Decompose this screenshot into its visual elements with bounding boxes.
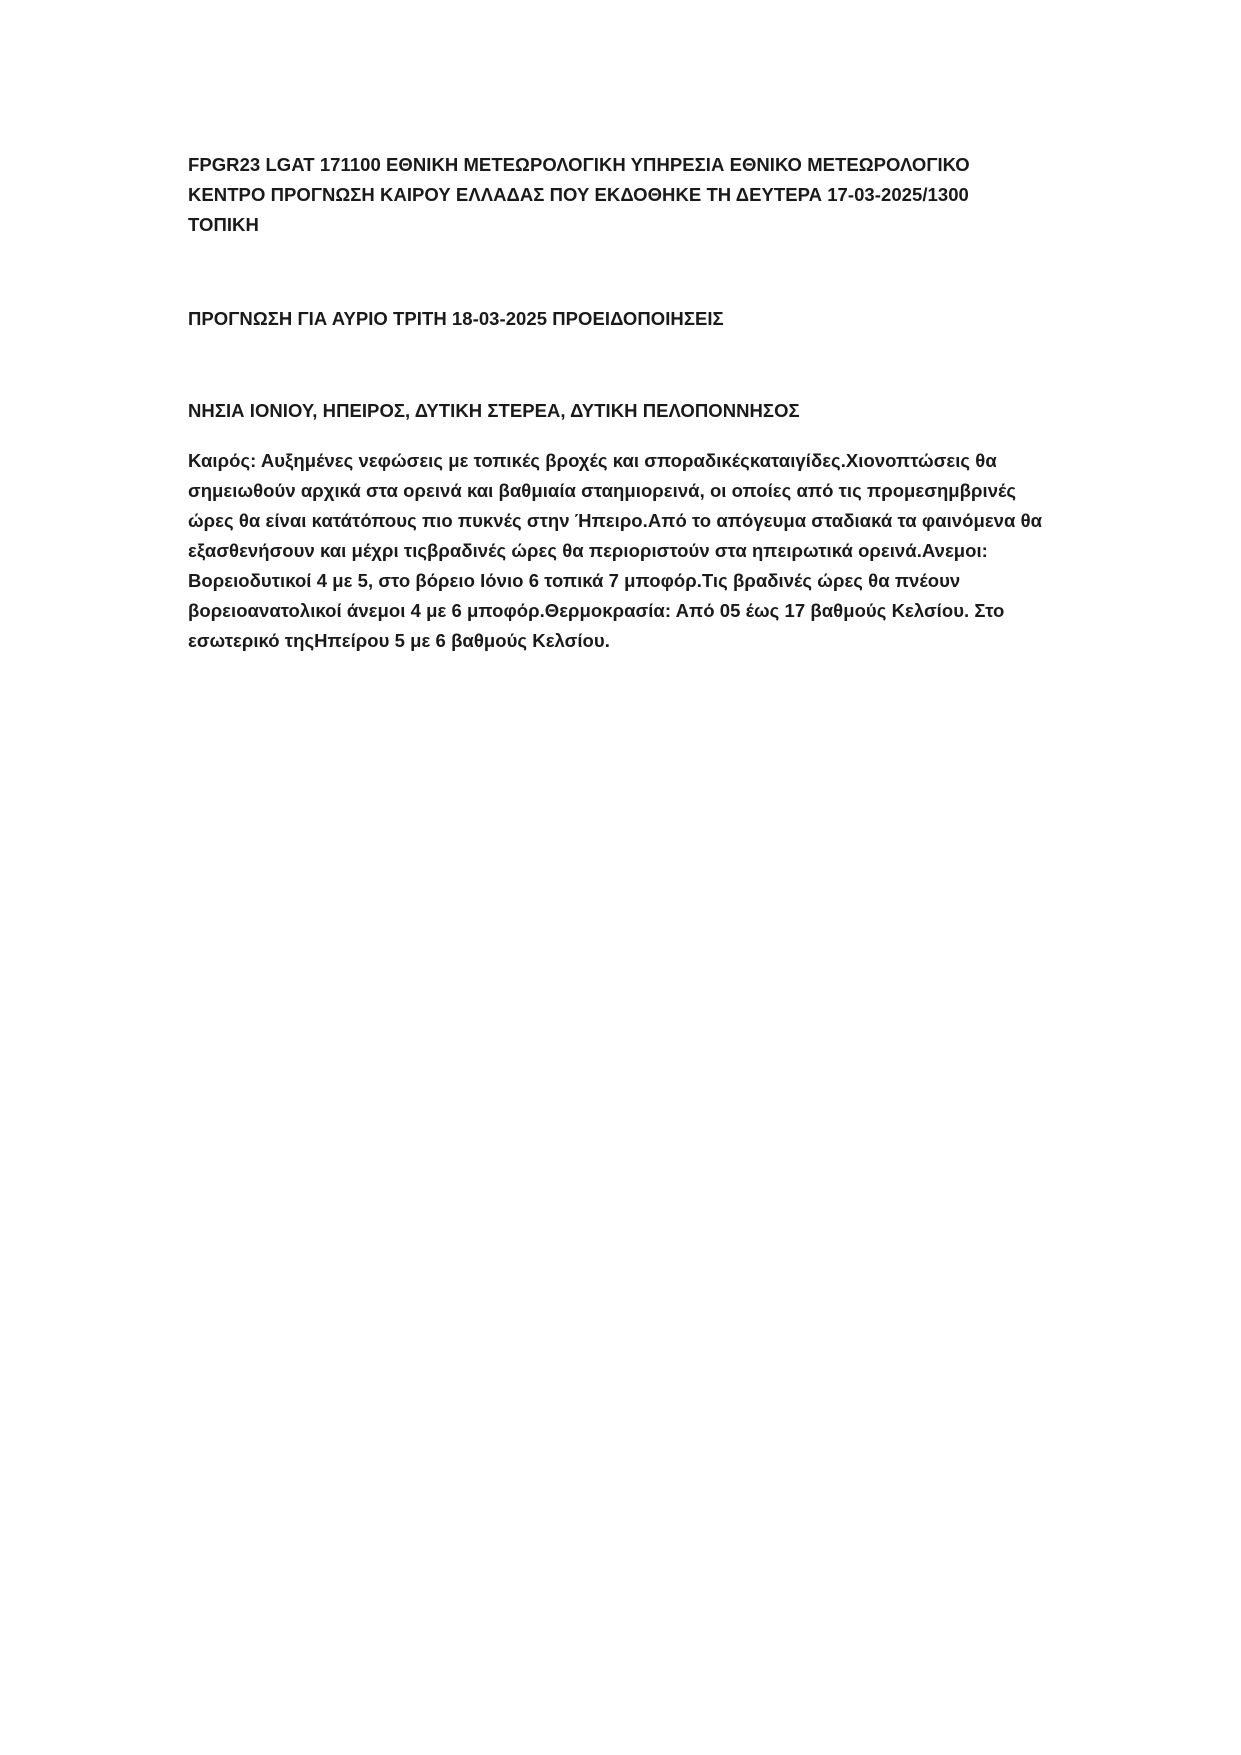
region-heading: ΝΗΣΙΑ ΙΟΝΙΟΥ, ΗΠΕΙΡΟΣ, ΔΥΤΙΚΗ ΣΤΕΡΕΑ, ΔΥΤΙΚΗ ΠΕΛΟΠΟΝΝΗΣΟΣ xyxy=(188,400,800,421)
bulletin-header: FPGR23 LGAT 171100 ΕΘΝΙΚΗ ΜΕΤΕΩΡΟΛΟΓΙΚΗ ΥΠΗΡΕΣΙΑ ΕΘΝΙΚΟ ΜΕΤΕΩΡΟΛΟΓΙΚΟ ΚΕΝΤΡΟ ΠΡΟΓΝΩΣΗ ΚΑΙΡΟΥ ΕΛΛΑΔΑΣ ΠΟΥ ΕΚΔΟΘΗΚΕ ΤΗ ΔΕΥΤΕΡΑ 17-03-2025/1300 ΤΟΠΙΚΗ xyxy=(188,154,970,235)
forecast-document xyxy=(188,150,1058,651)
forecast-title: ΠΡΟΓΝΩΣΗ ΓΙΑ ΑΥΡΙΟ ΤΡΙΤΗ 18-03-2025 ΠΡΟΕΙΔΟΠΟΙΗΣΕΙΣ xyxy=(188,308,724,329)
weather-description: Καιρός: Αυξημένες νεφώσεις με τοπικές βροχές και σποραδικέςκαταιγίδες.Χιονοπτώσεις θα σημειωθούν αρχικά στα ορεινά και βαθμιαία σταημιορεινά, οι οποίες από τις προμεσημβρινές ώρες θα είναι κατάτόπους πιο πυκνές στην Ήπειρο.Από το απόγευμα σταδιακά τα φαινόμενα θα εξασθενήσουν και μέχρι τιςβραδινές ώρες θα περιοριστούν στα ηπειρωτικά ορεινά.Ανεμοι: Βορειοδυτικοί 4 με 5, στο βόρειο Ιόνιο 6 τοπικά 7 μποφόρ.Τις βραδινές ώρες θα πνέουν βορειοανατολικοί άνεμοι 4 με 6 μποφόρ.Θερμοκρασία: Από 05 έως 17 βαθμούς Κελσίου. Στο εσωτερικό τηςΗπείρου 5 με 6 βαθμούς Κελσίου. xyxy=(188,450,1043,651)
